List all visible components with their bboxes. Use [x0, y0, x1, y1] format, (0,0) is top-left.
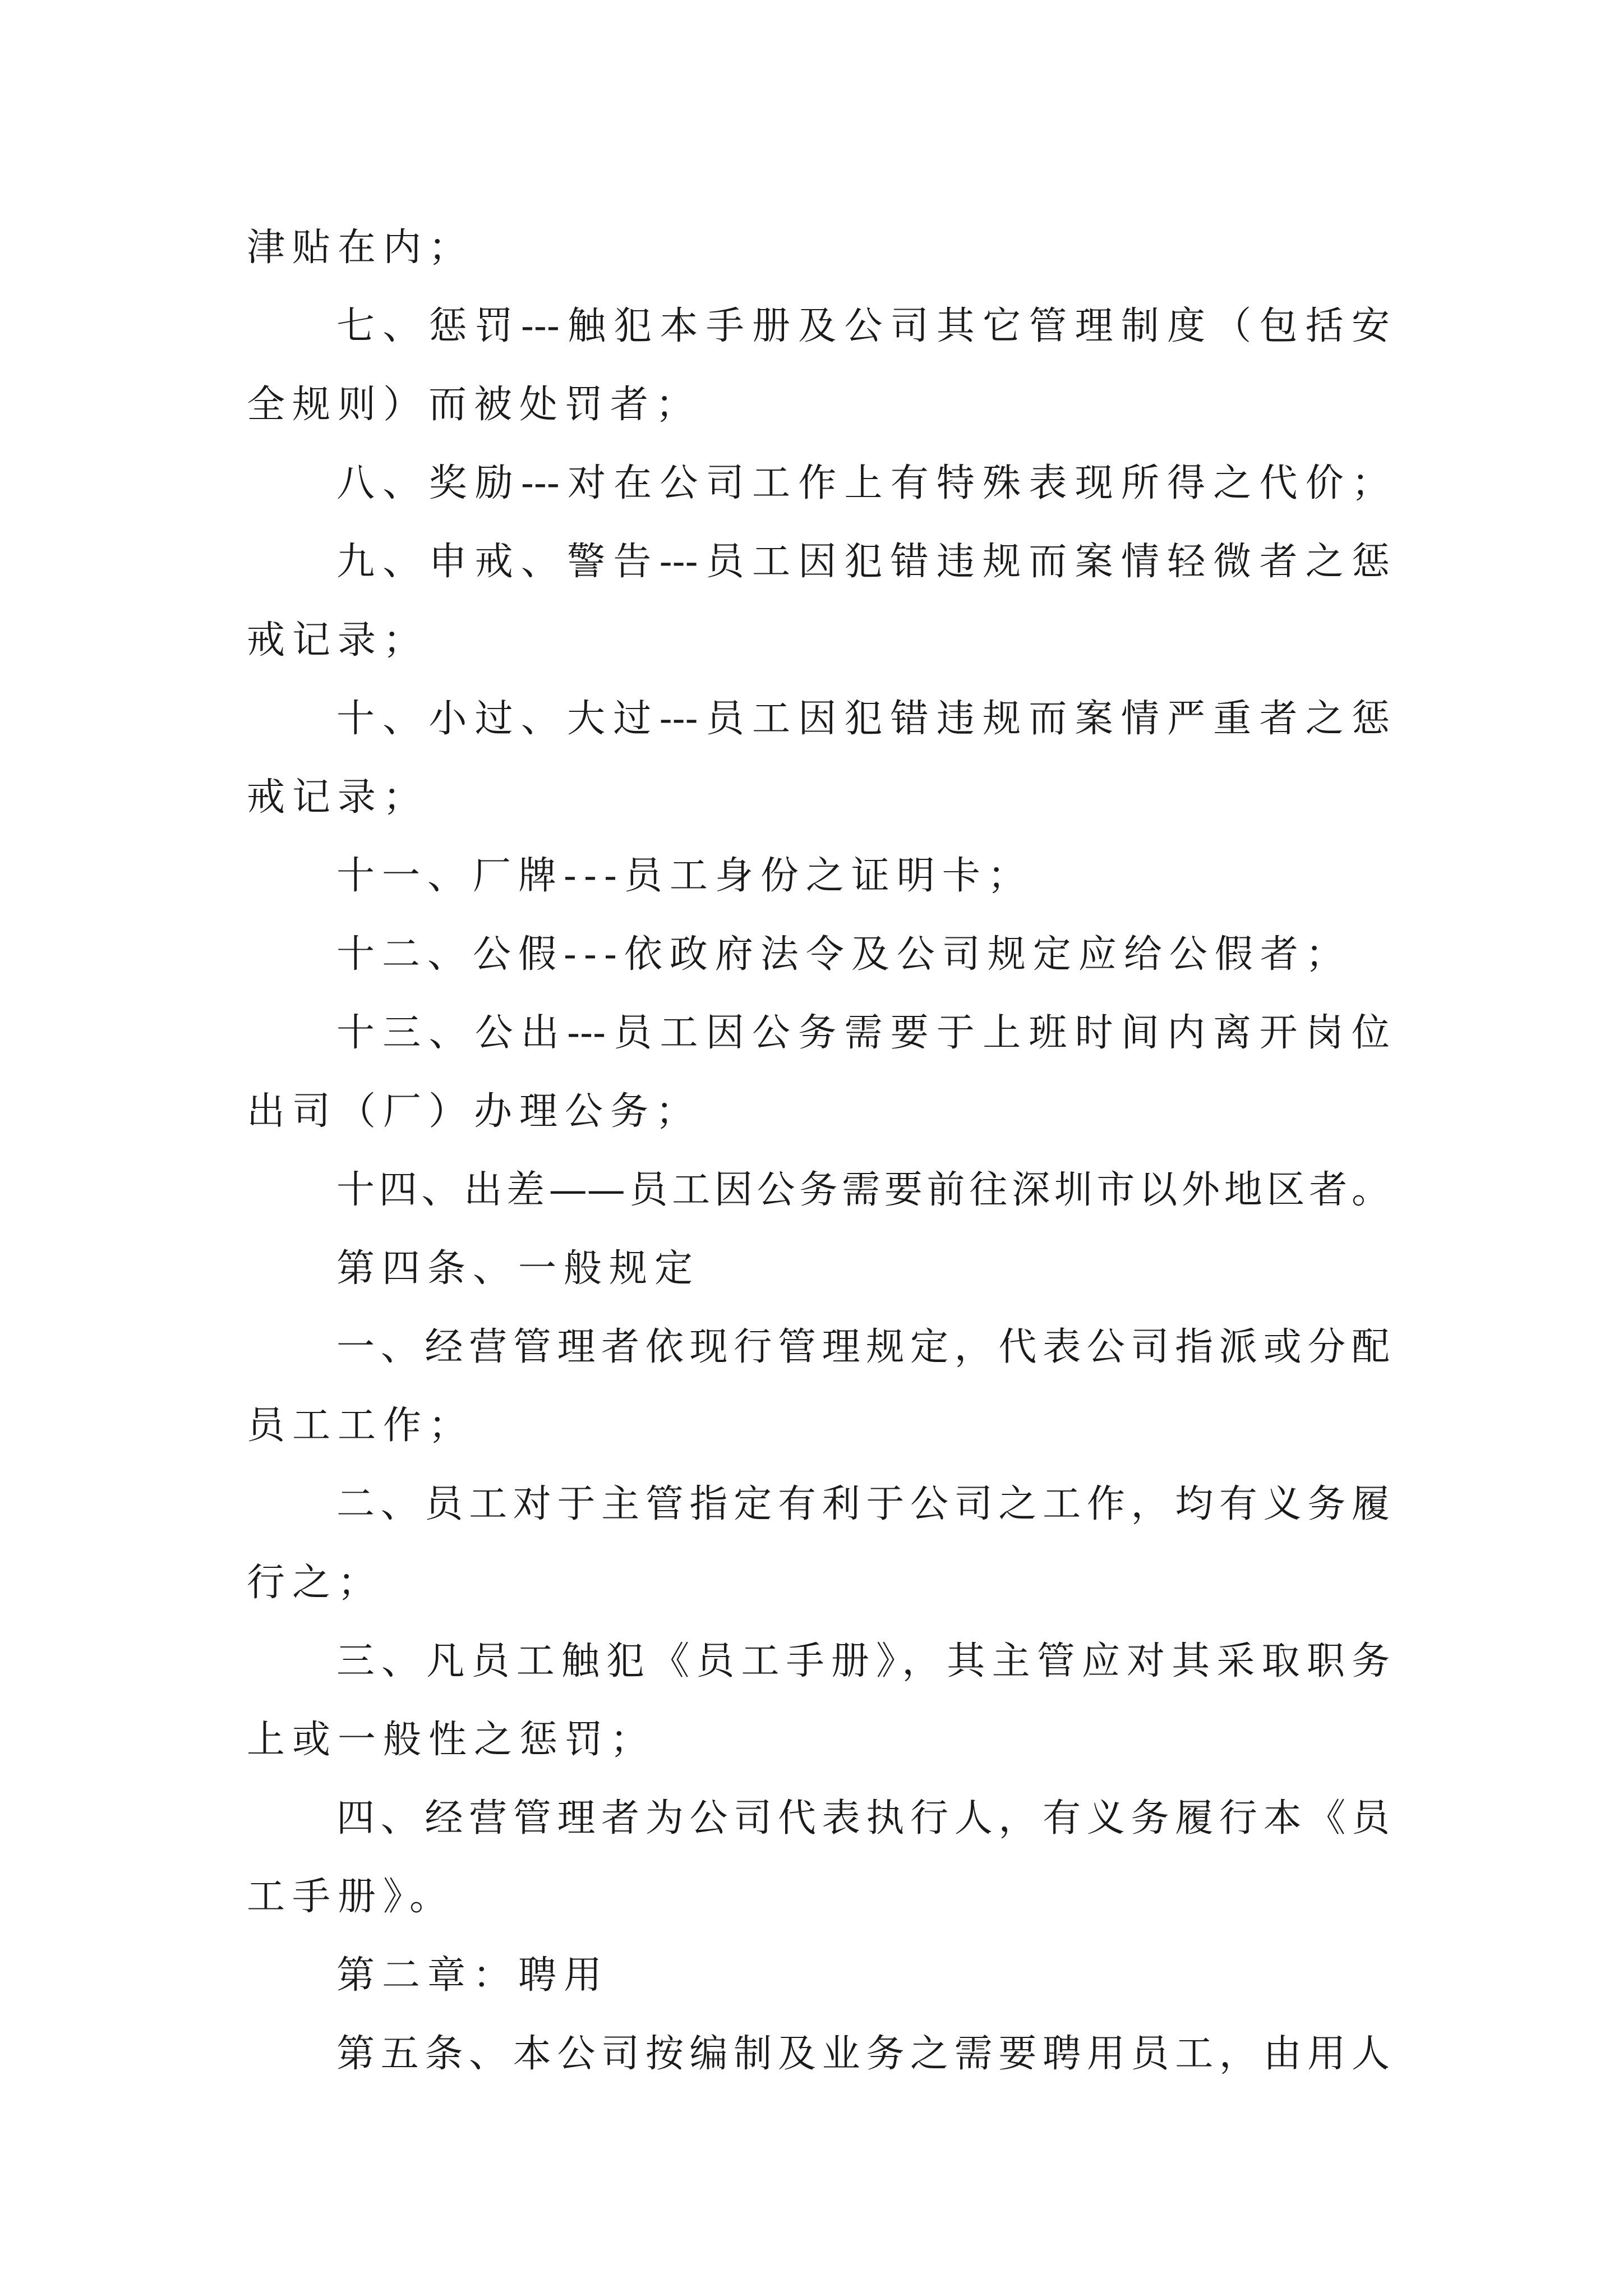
text-line: 八、奖励---对在公司工作上有特殊表现所得之代价；	[336, 461, 1390, 505]
text-line: 十一、厂牌---员工身份之证明卡；	[336, 854, 1033, 898]
text-line: 戒记录；	[247, 618, 429, 662]
text-line: 津贴在内；	[247, 226, 474, 270]
text-line: 上或一般性之惩罚；	[247, 1718, 656, 1762]
section-heading: 第四条、一般规定	[336, 1246, 700, 1291]
text-line: 十、小过、大过---员工因犯错违规而案情严重者之惩	[336, 697, 1390, 741]
text-line: 工手册》。	[247, 1875, 455, 1919]
text-line: 出司（厂）办理公务；	[247, 1089, 702, 1134]
text-line: 二、员工对于主管指定有利于公司之工作，均有义务履	[336, 1482, 1390, 1526]
text-line: 员工工作；	[247, 1404, 474, 1448]
text-line: 第五条、本公司按编制及业务之需要聘用员工，由用人	[336, 2032, 1390, 2076]
text-line: 十四、出差——员工因公务需要前往深圳市以外地区者。	[336, 1168, 1390, 1212]
text-line: 四、经营管理者为公司代表执行人，有义务履行本《员	[336, 1796, 1390, 1841]
chapter-heading: 第二章：聘用	[336, 1953, 610, 1998]
text-line: 全规则）而被处罚者；	[247, 383, 702, 427]
text-line: 九、申戒、警告---员工因犯错违规而案情轻微者之惩	[336, 540, 1390, 584]
text-line: 七、惩罚---触犯本手册及公司其它管理制度（包括安	[336, 304, 1390, 348]
text-line: 一、经营管理者依现行管理规定，代表公司指派或分配	[336, 1325, 1390, 1369]
text-line: 十三、公出---员工因公务需要于上班时间内离开岗位	[336, 1011, 1390, 1055]
text-line: 三、凡员工触犯《员工手册》，其主管应对其采取职务	[336, 1639, 1390, 1683]
text-line: 戒记录；	[247, 775, 429, 820]
text-line: 行之；	[247, 1561, 384, 1605]
text-line: 十二、公假---依政府法令及公司规定应给公假者；	[336, 932, 1351, 977]
